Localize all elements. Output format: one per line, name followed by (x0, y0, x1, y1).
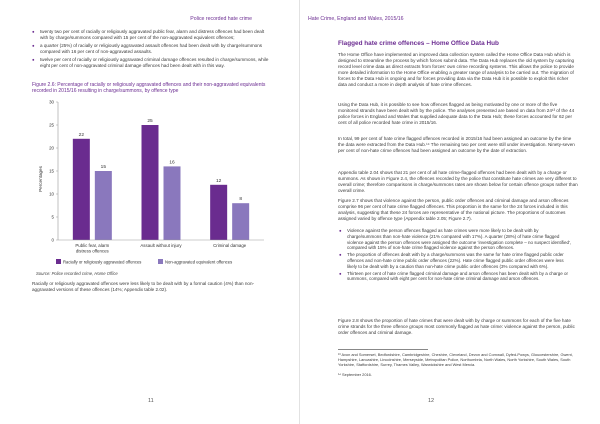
y-tick-label: 25 (49, 122, 54, 128)
right-paragraph: Appendix table 2.04 shows that 21 per cent of all hate crime-flagged offences had been dealt with by a charge or summons. As shown in Figure 2.4, the offences recorded by the police that constitute hate crimes are very different to overall crime; therefore comparisons in charge/summons rates are shown below for certain offence groups rather than overall crime. (338, 170, 578, 193)
x-tick-label: Assault without injury (140, 243, 182, 248)
right-paragraph: The Home Office have implemented an improved data collection system called the Home Office Data Hub which is designed to streamline the process by which forces submit data. The Data Hub replaces the old system by capturing record level crime data as direct extracts from forces’ own crime recording systems. This allows the police to provide more detailed information to the Home Office enabling a greater range of analysis to be carried out. The migration of forces to the Data Hub is ongoing and for forces providing data via the Data Hub it is possible to exploit this richer data and conduct a more in depth analysis of hate crime offences. (338, 52, 575, 87)
y-tick-label: 15 (49, 168, 54, 174)
legend-label-non-aggravated: Non-aggravated equivalent offences (165, 259, 233, 265)
right-bullet-item: ● Thirteen per cent of hate crime flagged criminal damage and arson offences has been dealt with by a charge or summons, compared with eight per cent for non-hate crime criminal damage and arson offences. (338, 271, 574, 283)
right-bullet-item: ● The proportion of offences dealt with by a charge/summons was the same for hate crime flagged public order offences and non-hate crime public order offences (22%). Hate crime flagged public order offences were less likely to be dealt with by a caution than non-hate crime public order offences (3% compared with 6%). (338, 252, 574, 269)
y-tick-label: 5 (51, 214, 54, 220)
right-page (300, 0, 600, 424)
legend-swatch-non-aggravated (158, 259, 163, 264)
footnote: ¹⁴ September 2016. (338, 372, 372, 377)
x-tick-label: Criminal damage (213, 243, 247, 248)
left-page-number: 11 (148, 398, 154, 404)
x-tick-label: Public fear, alarm distress offences (75, 243, 110, 254)
y-tick-label: 30 (49, 99, 54, 105)
right-paragraph: Figure 2.7 shows that violence against the person, public order offences and criminal damage and arson offences comprise 96 per cent of hate crime flagged offences. This proportion is the same for the 24 forces included in this analysis, suggesting that these 24 forces are representative of the national picture. The proportions of outcomes assigned varied by offence type (Appendix table 2.05; Figure 2.7). (338, 198, 569, 221)
right-closing-paragraph: Figure 2.8 shows the proportion of hate crimes that were dealt with by charge or summons for each of the five hate crime strands for the three offence groups most commonly flagged as hate crime: violence against the person, public order offences and criminal damage. (338, 318, 575, 335)
left-paragraph: Racially or religiously aggravated offences were less likely to be dealt with by a formal caution (4%) than non-aggravated versions of these offences (14%; Appendix table 2.02). (32, 281, 255, 292)
y-axis-label: Percentages (38, 166, 43, 192)
y-tick-label: 0 (51, 237, 54, 243)
y-tick-label: 10 (49, 191, 54, 197)
footnote: ¹³ Avon and Somerset, Bedfordshire, Cambridgeshire, Cheshire, Cleveland, Devon and Cornwall, Dyfed-Powys, Gloucestershire, Gwent, Hampshire, Lancashire, Lincolnshire, Merseyside, Metropolitan Police, Northumbria, North Wales, North Yorkshire, South Wales, South Yorkshire, Staffordshire, Surrey, Thames Valley, Warwickshire and West Mercia. (338, 352, 573, 367)
bar (210, 185, 227, 240)
chart-source-note: Source: Police recorded crime, Home Office (36, 271, 118, 276)
left-running-header: Police recorded hate crime (190, 16, 252, 22)
bar-data-label: 22 (78, 132, 85, 138)
bar-data-label: 15 (100, 165, 107, 170)
right-bullet-item: ● Violence against the person offences flagged as hate crimes were more likely to be dealt with by charge/summons than non-hate violence (21% compared with 17%). A quarter (28%) of hate crime flagged violence against the person offences were assigned the outcome ‘investigation complete – no suspect identified’, compared with 15% of non-hate crime flagged violence against the person offences. (338, 228, 574, 251)
legend-label-aggravated: Racially or religiously aggravated offences (63, 259, 142, 265)
bar-data-label: 12 (215, 178, 222, 184)
bar-data-label: 16 (169, 160, 175, 166)
y-tick-label: 20 (49, 145, 54, 151)
left-bullet-list (32, 29, 272, 71)
bar (95, 171, 112, 240)
left-bullet-item: ● twelve per cent of racially or religiously aggravated criminal damage offences resulted in charge/summons, while eight per cent of non-aggravated criminal damage offences had been dealt with in this way. (32, 57, 272, 69)
section-title: Flagged hate crime offences – Home Office Data Hub (338, 40, 499, 47)
right-paragraph: Using the Data Hub, it is possible to see how offences flagged as being motivated by one or more of the five monitored strands have been dealt with by the police. The analyses presented are based on data from 24¹³ of the 44 police forces in England and Wales that supplied adequate data to the Data Hub; these forces accounted for 62 per cent of all police recorded hate crime in 2015/16. (338, 102, 575, 125)
bar-data-label: 25 (147, 119, 153, 124)
bar-chart (32, 96, 272, 272)
right-bullet-list (338, 228, 574, 283)
figure-title: Figure 2.6: Percentage of racially or religiously aggravated offences and their non-aggravated equivalents recorded in 2015/16 resulting in charge/summons, by offence type (32, 82, 266, 95)
bar (164, 166, 181, 240)
bar-data-label: 8 (239, 197, 243, 203)
bar (142, 125, 159, 240)
footnote-rule (338, 349, 428, 350)
right-running-header: Hate Crime, England and Wales, 2015/16 (308, 16, 404, 22)
left-bullet-item: ● a quarter (25%) of racially or religiously aggravated assault offences had been dealt with by charge/summons compared with 16 per cent of non-aggravated assaults. (32, 43, 272, 55)
chart-legend (56, 259, 232, 264)
right-paragraph: In total, 99 per cent of hate crime flagged offences recorded in 2015/16 had been assigned an outcome by the time the data were extracted from the Data Hub.¹⁴ The remaining two per cent were still under investigation. Ninety-seven per cent of non-hate crime offences had been assigned an outcome by the date of extraction. (338, 136, 575, 153)
bar (73, 139, 90, 240)
left-bullet-item: ● twenty two per cent of racially or religiously aggravated public fear, alarm and distress offences had been dealt with by charge/summons compared with 15 per cent of the non-aggravated equivalent offences; (32, 29, 272, 41)
legend-swatch-aggravated (56, 259, 61, 264)
bar (232, 203, 249, 240)
right-page-number: 12 (428, 398, 435, 404)
